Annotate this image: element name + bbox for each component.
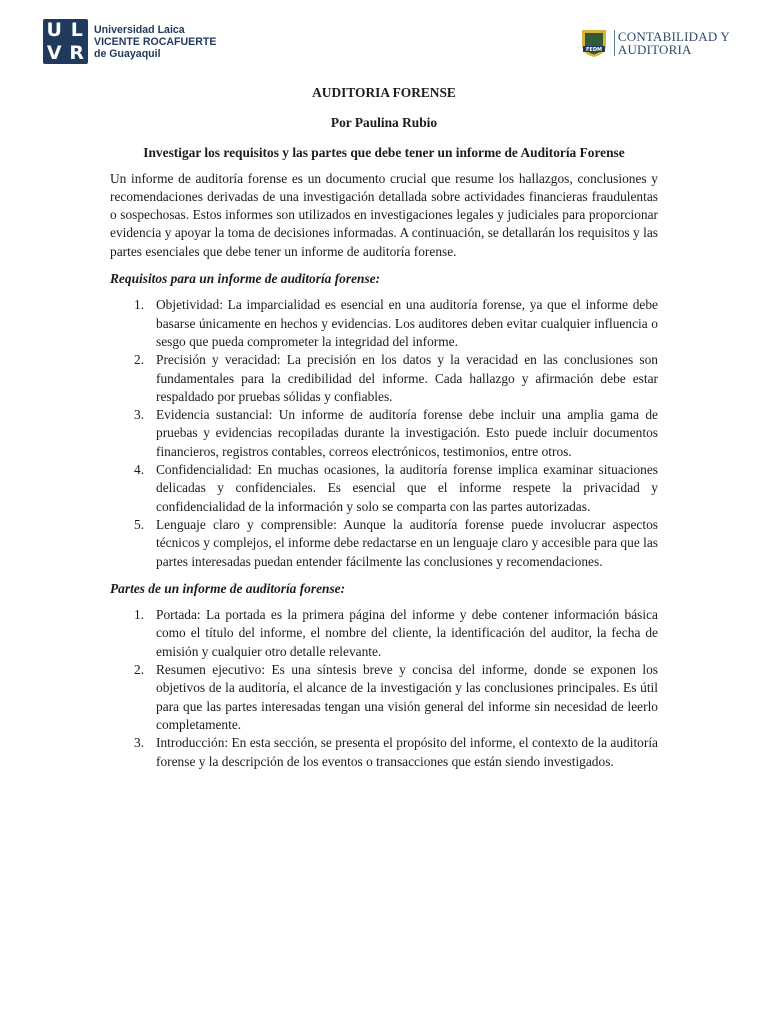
ulvr-logo-text: Universidad Laica VICENTE ROCAFUERTE de Guayaquil <box>94 23 217 60</box>
parts-heading: Partes de un informe de auditoría forense: <box>110 580 346 596</box>
svg-text:FEDM: FEDM <box>585 47 602 53</box>
fedm-shield-icon <box>578 27 610 59</box>
contabilidad-auditoria-logo <box>578 27 730 59</box>
list-item: 4. Confidencialidad: En muchas ocasiones, la auditoría forense implica examinar situaciones delicadas y confidenciales. Es esencial que el informe respete la privacidad y confidencialidad de la información y solo se comparta con las partes autorizadas. <box>134 462 658 514</box>
list-item: 3. Introducción: En esta sección, se presenta el propósito del informe, el contexto de la auditoría forense y la descripción de los eventos o transacciones que están siendo investigados. <box>134 735 658 769</box>
list-item: 2. Resumen ejecutivo: Es una síntesis breve y concisa del informe, donde se exponen los objetivos de la auditoría, el alcance de la investigación y las conclusiones principales. Es útil para que las partes interesadas tengan una visión general del informe sin necesidad de leerlo completamente. <box>134 662 658 732</box>
document-author: Por Paulina Rubio <box>330 115 438 130</box>
requirements-list <box>110 296 658 570</box>
contabilidad-auditoria-text: CONTABILIDAD Y AUDITORIA <box>614 30 730 56</box>
list-item: 1. Objetividad: La imparcialidad es esencial en una auditoría forense, ya que el informe debe basarse únicamente en hechos y evidencias. Los auditores deben evitar cualquier influencia o sesgo que pueda comprometer la integridad del informe. <box>134 297 658 349</box>
ulvr-logo-mark: U L V R <box>43 19 88 64</box>
list-item: 2. Precisión y veracidad: La precisión en los datos y la veracidad en las conclusiones son fundamentales para la credibilidad del informe. Cada hallazgo y afirmación debe estar respaldado por pruebas sólidas y confiables. <box>134 352 658 404</box>
document-page <box>110 84 658 771</box>
list-item: 3. Evidencia sustancial: Un informe de auditoría forense debe incluir una amplia gama de pruebas y evidencias recopiladas durante la investigación. Esto puede incluir documentos financieros, registros contables, correos electrónicos, testimonios, entre otros. <box>134 407 658 459</box>
list-item: 5. Lenguaje claro y comprensible: Aunque la auditoría forense puede involucrar aspectos técnicos y complejos, el informe debe redactarse en un lenguaje claro y accesible para que las partes interesadas puedan entender fácilmente las conclusiones y recomendaciones. <box>134 516 658 569</box>
list-item: 1. Portada: La portada es la primera página del informe y debe contener información básica como el título del informe, el nombre del cliente, la identificación del auditor, la fecha de emisión y cualquier otro detalle relevante. <box>134 607 658 659</box>
requirements-heading: Requisitos para un informe de auditoría forense: <box>110 271 381 287</box>
intro-paragraph: Un informe de auditoría forense es un documento crucial que resume los hallazgos, conclusiones y recomendaciones derivadas de una investigación detallada sobre actividades financieras fraudulentas o sospechosas. Estos informes son utilizados en investigaciones legales y judiciales para proporcionar evidencia y apoyar la toma de decisiones informadas. A continuación, se detallarán los requisitos y las partes esenciales que debe tener un informe de auditoría forense. <box>110 170 658 259</box>
ulvr-logo <box>43 19 216 64</box>
document-subtitle: Investigar los requisitos y las partes que debe tener un informe de Auditoría Forense <box>143 145 625 161</box>
parts-list <box>110 606 658 771</box>
document-title: AUDITORIA FORENSE <box>312 85 456 100</box>
